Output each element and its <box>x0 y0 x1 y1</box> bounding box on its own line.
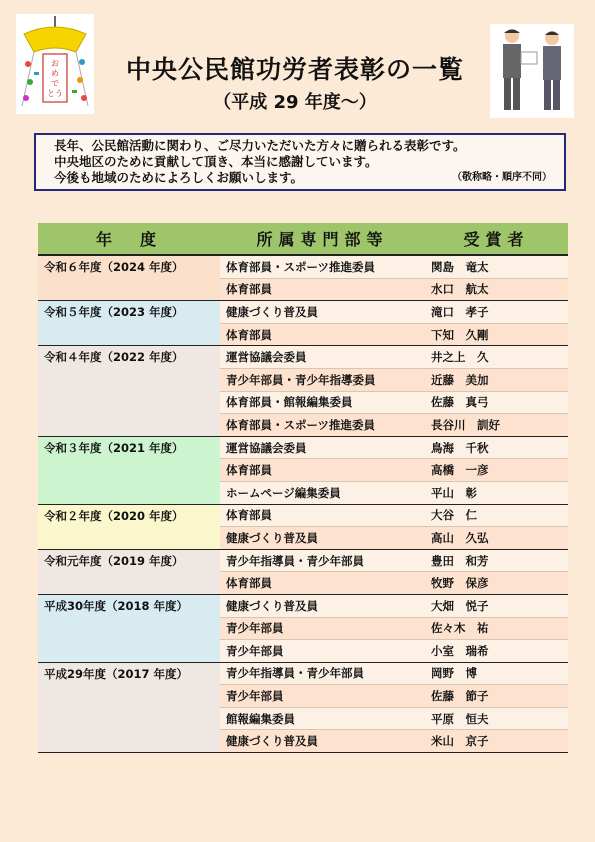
table-row <box>38 255 568 278</box>
table-row <box>38 301 568 324</box>
intro-line: 中央地区のために貢献して頂き、本当に感謝しています。 <box>54 154 378 169</box>
recipient-cell: 滝口 孝子 <box>425 301 568 324</box>
department-cell: 運営協議会委員 <box>220 346 425 369</box>
year-cell: 令和６年度（2024 年度） <box>38 255 220 301</box>
department-cell: 健康づくり普及員 <box>220 730 425 753</box>
award-table <box>38 223 568 753</box>
recipient-cell: 鳥海 千秋 <box>425 436 568 459</box>
table-header-row <box>38 223 568 255</box>
column-header-recipient: 受賞者 <box>425 223 568 255</box>
year-cell: 令和２年度（2020 年度） <box>38 504 220 549</box>
kusudama-text-4: とう <box>47 89 63 98</box>
department-cell: 健康づくり普及員 <box>220 301 425 324</box>
recipient-cell: 豊田 和芳 <box>425 549 568 572</box>
department-cell: 体育部員 <box>220 572 425 595</box>
award-ceremony-illustration <box>490 24 574 118</box>
recipient-cell: 平山 彰 <box>425 481 568 504</box>
kusudama-icon <box>16 14 94 114</box>
department-cell: 青少年部員・青少年指導委員 <box>220 368 425 391</box>
department-cell: ホームページ編集委員 <box>220 481 425 504</box>
recipient-cell: 岡野 博 <box>425 662 568 685</box>
department-cell: 青少年部員 <box>220 640 425 663</box>
recipient-cell: 大谷 仁 <box>425 504 568 527</box>
department-cell: 体育部員 <box>220 459 425 482</box>
department-cell: 青少年指導員・青少年部員 <box>220 549 425 572</box>
recipient-cell: 高橋 一彦 <box>425 459 568 482</box>
year-cell: 令和元年度（2019 年度） <box>38 549 220 594</box>
table-row <box>38 594 568 617</box>
intro-line: 今後も地域のためによろしくお願いします。 <box>54 170 304 185</box>
department-cell: 体育部員・スポーツ推進委員 <box>220 255 425 278</box>
department-cell: 体育部員 <box>220 278 425 301</box>
recipient-cell: 長谷川 訓好 <box>425 414 568 437</box>
award-ceremony-icon <box>490 24 574 118</box>
department-cell: 体育部員・館報編集委員 <box>220 391 425 414</box>
department-cell: 健康づくり普及員 <box>220 527 425 550</box>
table-row <box>38 549 568 572</box>
recipient-cell: 佐々木 祐 <box>425 617 568 640</box>
department-cell: 体育部員 <box>220 323 425 346</box>
department-cell: 青少年指導員・青少年部員 <box>220 662 425 685</box>
column-header-dept: 所属専門部等 <box>220 223 425 255</box>
page-subtitle: （平成 29 年度～） <box>213 92 377 113</box>
page-title: 中央公民館功労者表彰の一覧 <box>125 55 464 84</box>
recipient-cell: 佐藤 節子 <box>425 685 568 708</box>
department-cell: 体育部員 <box>220 504 425 527</box>
year-cell: 平成29年度（2017 年度） <box>38 662 220 752</box>
recipient-cell: 高山 久弘 <box>425 527 568 550</box>
year-cell: 令和３年度（2021 年度） <box>38 436 220 504</box>
department-cell: 館報編集委員 <box>220 707 425 730</box>
recipient-cell: 牧野 保彦 <box>425 572 568 595</box>
year-cell: 平成30年度（2018 年度） <box>38 594 220 662</box>
recipient-cell: 近藤 美加 <box>425 368 568 391</box>
table-row <box>38 436 568 459</box>
recipient-cell: 佐藤 真弓 <box>425 391 568 414</box>
recipient-cell: 井之上 久 <box>425 346 568 369</box>
department-cell: 体育部員・スポーツ推進委員 <box>220 414 425 437</box>
recipient-cell: 関島 竜太 <box>425 255 568 278</box>
recipient-cell: 小室 瑞希 <box>425 640 568 663</box>
year-cell: 令和５年度（2023 年度） <box>38 301 220 346</box>
intro-line: 長年、公民館活動に関わり、ご尽力いただいた方々に贈られる表彰です。 <box>54 138 466 153</box>
department-cell: 運営協議会委員 <box>220 436 425 459</box>
kusudama-text-3: で <box>51 79 59 88</box>
recipient-cell: 平原 恒夫 <box>425 707 568 730</box>
table-row <box>38 662 568 685</box>
column-header-year: 年 度 <box>38 223 220 255</box>
intro-note: （敬称略・順序不同） <box>452 172 552 183</box>
recipient-cell: 下知 久剛 <box>425 323 568 346</box>
table-row <box>38 346 568 369</box>
table-row <box>38 504 568 527</box>
kusudama-illustration <box>16 14 94 114</box>
kusudama-text-1: お <box>51 59 59 68</box>
year-cell: 令和４年度（2022 年度） <box>38 346 220 436</box>
kusudama-text-2: め <box>51 69 59 78</box>
department-cell: 青少年部員 <box>220 617 425 640</box>
recipient-cell: 米山 京子 <box>425 730 568 753</box>
recipient-cell: 水口 航太 <box>425 278 568 301</box>
award-table-body <box>38 255 568 753</box>
recipient-cell: 大畑 悦子 <box>425 594 568 617</box>
intro-box <box>34 133 566 191</box>
department-cell: 青少年部員 <box>220 685 425 708</box>
department-cell: 健康づくり普及員 <box>220 594 425 617</box>
